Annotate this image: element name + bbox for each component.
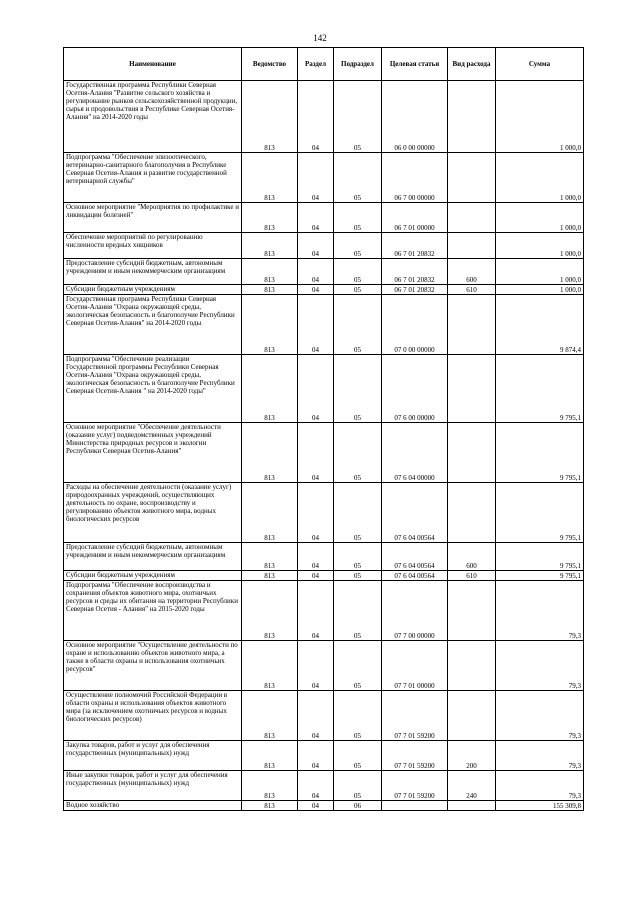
row-dept: 813 [242, 423, 298, 483]
row-target: 07 6 00 00000 [382, 355, 448, 423]
row-name: Подпрограмма "Обеспечение эпизоотического, ветеринарно-санитарного благополучия в Республике Северная Осетия-Алания и развитие государственной ветеринарной службы" [64, 153, 242, 203]
table-row [64, 285, 584, 295]
row-section: 04 [298, 203, 334, 233]
row-subsection: 05 [334, 233, 382, 259]
row-kind [448, 641, 496, 691]
row-name: Основное мероприятие "Осуществление деятельности по охране и использованию объектов животного мира, а также в области охраны и использования охотничьих ресурсов" [64, 641, 242, 691]
row-section: 04 [298, 641, 334, 691]
row-dept: 813 [242, 691, 298, 741]
row-target: 06 0 00 00000 [382, 81, 448, 153]
row-target: 07 7 00 00000 [382, 581, 448, 641]
row-sum: 79,3 [496, 771, 584, 801]
row-sum: 1 000,0 [496, 285, 584, 295]
row-target: 07 0 00 00000 [382, 295, 448, 355]
header-target: Целевая статья [382, 48, 448, 81]
row-subsection: 05 [334, 285, 382, 295]
row-sum: 1 000,0 [496, 203, 584, 233]
header-sum: Сумма [496, 48, 584, 81]
row-subsection: 05 [334, 483, 382, 543]
row-subsection: 05 [334, 295, 382, 355]
row-name: Предоставление субсидий бюджетным, автономным учреждениям и иным некоммерческим организациям [64, 259, 242, 285]
row-subsection: 05 [334, 641, 382, 691]
row-target: 07 7 01 59200 [382, 691, 448, 741]
row-dept: 813 [242, 295, 298, 355]
row-subsection: 05 [334, 571, 382, 581]
table-row [64, 771, 584, 801]
row-subsection: 05 [334, 543, 382, 571]
row-kind: 600 [448, 259, 496, 285]
row-target: 06 7 01 00000 [382, 203, 448, 233]
table-row [64, 203, 584, 233]
row-target: 07 7 01 59200 [382, 741, 448, 771]
table-row [64, 741, 584, 771]
row-name: Подпрограмма "Обеспечение реализации Государственной программы Республики Северная Осетия-Алания "Охрана окружающей среды, экологическая безопасность и благополучие Республики Северная Осетия-Алания " на 2014-2020 годы" [64, 355, 242, 423]
row-name: Основное мероприятие "Обеспечение деятельности (оказание услуг) подведомственных учреждений Министерства природных ресурсов и экологии Республики Северная Осетия-Алания" [64, 423, 242, 483]
row-target: 07 6 04 00564 [382, 483, 448, 543]
row-name: Субсидии бюджетным учреждениям [64, 571, 242, 581]
row-subsection: 05 [334, 691, 382, 741]
row-subsection: 05 [334, 741, 382, 771]
row-dept: 813 [242, 285, 298, 295]
header-name: Наименование [64, 48, 242, 81]
row-section: 04 [298, 259, 334, 285]
table-row [64, 543, 584, 571]
row-kind [448, 203, 496, 233]
row-section: 04 [298, 295, 334, 355]
row-section: 04 [298, 691, 334, 741]
row-subsection: 05 [334, 581, 382, 641]
row-kind: 610 [448, 571, 496, 581]
row-sum: 155 309,8 [496, 801, 584, 811]
row-subsection: 05 [334, 203, 382, 233]
row-name: Подпрограмма "Обеспечение воспроизводства и сохранения объектов животного мира, охотничьих ресурсов и среды их обитания на территории Республики Северная Осетия - Алания" на 2015-2020 годы [64, 581, 242, 641]
row-target: 06 7 01 20832 [382, 233, 448, 259]
row-target: 06 7 01 20832 [382, 285, 448, 295]
row-name: Водное хозяйство [64, 801, 242, 811]
row-kind: 240 [448, 771, 496, 801]
table-row [64, 355, 584, 423]
row-sum: 1 000,0 [496, 81, 584, 153]
row-section: 04 [298, 801, 334, 811]
row-target: 07 6 04 00564 [382, 543, 448, 571]
row-name: Осуществление полномочий Российской Федерации в области охраны и использования объектов животного мира (за исключением охотничьих ресурсов и водных биологических ресурсов) [64, 691, 242, 741]
row-sum: 79,3 [496, 741, 584, 771]
row-name: Иные закупки товаров, работ и услуг для обеспечения государственных (муниципальных) нужд [64, 771, 242, 801]
row-kind [448, 483, 496, 543]
table-row [64, 641, 584, 691]
row-dept: 813 [242, 203, 298, 233]
table-row [64, 295, 584, 355]
row-name: Государственная программа Республики Северная Осетия-Алания "Охрана окружающей среды, экологическая безопасность и благополучие Республики Северная Осетия-Алания" на 2014-2020 годы [64, 295, 242, 355]
row-dept: 813 [242, 259, 298, 285]
row-target: 06 7 00 00000 [382, 153, 448, 203]
row-name: Субсидии бюджетным учреждениям [64, 285, 242, 295]
row-dept: 813 [242, 153, 298, 203]
row-kind: 600 [448, 543, 496, 571]
row-kind [448, 355, 496, 423]
row-sum: 1 000,0 [496, 233, 584, 259]
row-kind: 610 [448, 285, 496, 295]
row-target: 07 7 01 00000 [382, 641, 448, 691]
table-row [64, 153, 584, 203]
header-section: Раздел [298, 48, 334, 81]
table-row [64, 571, 584, 581]
row-sum: 9 795,1 [496, 483, 584, 543]
header-kind: Вид расхода [448, 48, 496, 81]
row-kind [448, 801, 496, 811]
row-sum: 1 000,0 [496, 259, 584, 285]
row-dept: 813 [242, 641, 298, 691]
row-dept: 813 [242, 81, 298, 153]
row-kind [448, 81, 496, 153]
row-section: 04 [298, 571, 334, 581]
row-sum: 9 874,4 [496, 295, 584, 355]
table-row [64, 423, 584, 483]
row-name: Закупка товаров, работ и услуг для обеспечения государственных (муниципальных) нужд [64, 741, 242, 771]
row-section: 04 [298, 771, 334, 801]
row-dept: 813 [242, 483, 298, 543]
row-section: 04 [298, 741, 334, 771]
row-section: 04 [298, 233, 334, 259]
row-sum: 1 000,0 [496, 153, 584, 203]
table-row [64, 81, 584, 153]
row-name: Предоставление субсидий бюджетным, автономным учреждениям и иным некоммерческим организациям [64, 543, 242, 571]
header-subsection: Подраздел [334, 48, 382, 81]
row-name: Обеспечение мероприятий по регулированию численности вредных хищников [64, 233, 242, 259]
row-dept: 813 [242, 355, 298, 423]
row-kind [448, 581, 496, 641]
row-section: 04 [298, 483, 334, 543]
row-section: 04 [298, 153, 334, 203]
row-section: 04 [298, 543, 334, 571]
row-subsection: 05 [334, 355, 382, 423]
row-kind [448, 233, 496, 259]
row-subsection: 05 [334, 81, 382, 153]
row-sum: 79,3 [496, 581, 584, 641]
table-row [64, 691, 584, 741]
table-row [64, 801, 584, 811]
row-sum: 9 795,1 [496, 543, 584, 571]
table-header-row [64, 48, 584, 81]
row-target: 07 7 01 59200 [382, 771, 448, 801]
row-target [382, 801, 448, 811]
table-row [64, 483, 584, 543]
row-sum: 9 795,1 [496, 423, 584, 483]
row-kind [448, 153, 496, 203]
row-dept: 813 [242, 741, 298, 771]
row-section: 04 [298, 581, 334, 641]
row-target: 07 6 04 00000 [382, 423, 448, 483]
row-kind [448, 423, 496, 483]
row-sum: 79,3 [496, 691, 584, 741]
table-row [64, 581, 584, 641]
row-subsection: 06 [334, 801, 382, 811]
row-section: 04 [298, 423, 334, 483]
row-dept: 813 [242, 801, 298, 811]
row-sum: 9 795,1 [496, 355, 584, 423]
row-kind: 200 [448, 741, 496, 771]
row-sum: 9 795,1 [496, 571, 584, 581]
table-row [64, 259, 584, 285]
row-dept: 813 [242, 233, 298, 259]
row-dept: 813 [242, 771, 298, 801]
row-section: 04 [298, 355, 334, 423]
row-kind [448, 295, 496, 355]
row-section: 04 [298, 81, 334, 153]
budget-table [63, 47, 584, 811]
row-kind [448, 691, 496, 741]
row-section: 04 [298, 285, 334, 295]
row-subsection: 05 [334, 423, 382, 483]
row-target: 06 7 01 20832 [382, 259, 448, 285]
header-dept: Ведомство [242, 48, 298, 81]
table-row [64, 233, 584, 259]
row-target: 07 6 04 00564 [382, 571, 448, 581]
row-subsection: 05 [334, 153, 382, 203]
row-subsection: 05 [334, 259, 382, 285]
page-number: 142 [313, 33, 327, 43]
row-subsection: 05 [334, 771, 382, 801]
row-name: Основное мероприятие "Мероприятия по профилактике и ликвидации болезней" [64, 203, 242, 233]
row-sum: 79,3 [496, 641, 584, 691]
row-dept: 813 [242, 543, 298, 571]
row-name: Государственная программа Республики Северная Осетия-Алания "Развитие сельского хозяйства и регулирование рынков сельскохозяйственной продукции, сырья и продовольствия в Республике Северная Осетия-Алания" на 2014-2020 годы [64, 81, 242, 153]
row-dept: 813 [242, 581, 298, 641]
row-name: Расходы на обеспечение деятельности (оказание услуг) природоохранных учреждений, осуществляющих деятельность по охране, воспроизводству и регулированию объектов животного мира, водных биологических ресурсов [64, 483, 242, 543]
row-dept: 813 [242, 571, 298, 581]
